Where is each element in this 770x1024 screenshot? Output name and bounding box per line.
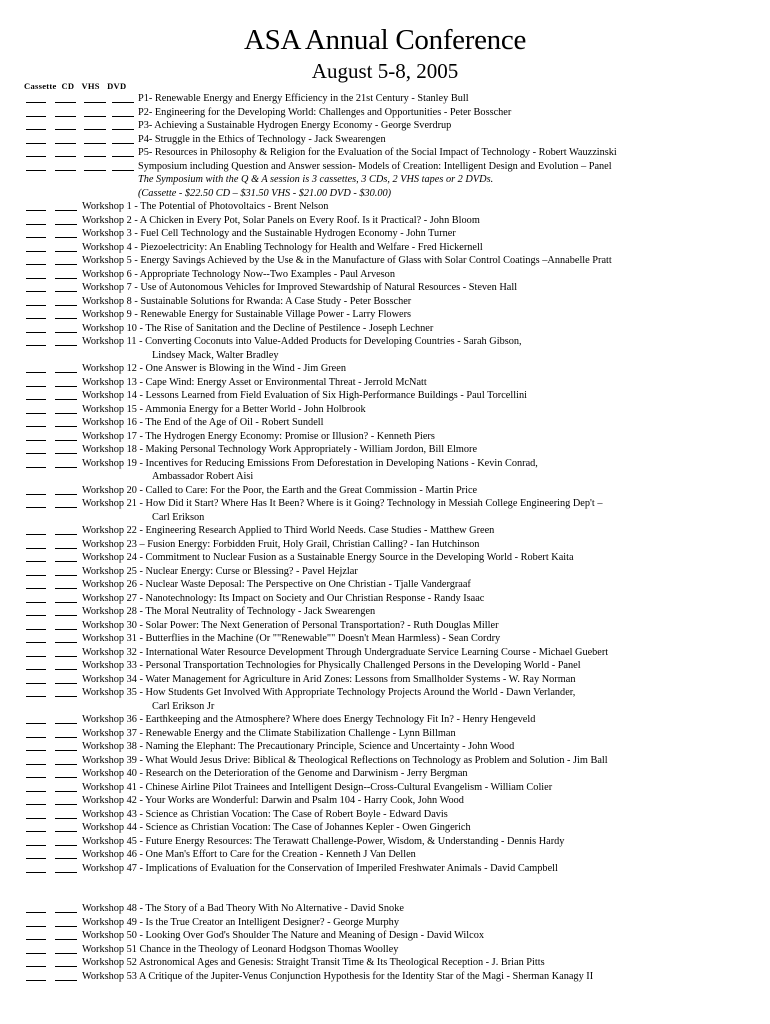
order-quantity-blank[interactable] [26,575,46,576]
session-title: Workshop 19 - Incentives for Reducing Emissions From Deforestation in Developing Nations - Kevin Conrad, [82,457,538,469]
session-title: Workshop 38 - Naming the Elephant: The Precautionary Principle, Science and Uncertainty - John Wood [82,741,515,752]
order-quantity-blank[interactable] [55,696,77,697]
order-quantity-blank[interactable] [112,170,134,171]
order-quantity-blank[interactable] [55,305,77,306]
order-quantity-blank[interactable] [55,561,77,562]
order-row [0,808,770,822]
order-row [0,686,770,700]
order-quantity-blank[interactable] [26,926,46,927]
order-quantity-blank[interactable] [55,251,77,252]
order-quantity-blank[interactable] [55,224,77,225]
session-title: Workshop 48 - The Story of a Bad Theory With No Alternative - David Snoke [82,903,404,914]
order-quantity-blank[interactable] [55,575,77,576]
order-quantity-blank[interactable] [26,966,46,967]
order-quantity-blank[interactable] [84,102,106,103]
order-quantity-blank[interactable] [26,588,46,589]
order-quantity-blank[interactable] [112,156,134,157]
order-quantity-blank[interactable] [26,831,46,832]
order-quantity-blank[interactable] [26,696,46,697]
order-row [0,403,770,417]
order-row [0,187,770,201]
order-quantity-blank[interactable] [26,251,46,252]
order-quantity-blank[interactable] [26,345,46,346]
order-quantity-blank[interactable] [26,872,46,873]
order-quantity-blank[interactable] [55,939,77,940]
order-row [0,335,770,349]
order-quantity-blank[interactable] [26,723,46,724]
order-quantity-blank[interactable] [84,129,106,130]
order-quantity-blank[interactable] [55,953,77,954]
document-subtitle: August 5-8, 2005 [311,59,459,83]
order-row [0,430,770,444]
session-title: Workshop 30 - Solar Power: The Next Generation of Personal Transportation? - Ruth Douglas Miller [82,619,499,631]
order-quantity-blank[interactable] [26,791,46,792]
order-row [0,673,770,687]
order-quantity-blank[interactable] [84,143,106,144]
order-quantity-blank[interactable] [55,534,77,535]
order-row [0,619,770,633]
order-row [0,821,770,835]
order-quantity-blank[interactable] [26,278,46,279]
order-quantity-blank[interactable] [26,156,46,157]
order-quantity-blank[interactable] [26,116,46,117]
session-title: Workshop 28 - The Moral Neutrality of Technology - Jack Swearengen [82,606,376,617]
order-quantity-blank[interactable] [26,170,46,171]
order-quantity-blank[interactable] [55,507,77,508]
order-row [0,106,770,120]
order-quantity-blank[interactable] [55,318,77,319]
order-row [0,956,770,970]
order-quantity-blank[interactable] [112,129,134,130]
order-quantity-blank[interactable] [55,777,77,778]
session-title: Ambassador Robert Aisi [152,471,254,482]
order-row [0,133,770,147]
order-quantity-blank[interactable] [26,494,46,495]
order-quantity-blank[interactable] [55,156,76,157]
order-quantity-blank[interactable] [26,332,46,333]
order-row [0,443,770,457]
format-column-headers: Cassette CD VHS DVD [24,81,127,91]
session-title: Workshop 2 - A Chicken in Every Pot, Solar Panels on Every Roof. Is it Practical? - John Bloom [82,214,480,226]
session-list [0,92,770,983]
order-quantity-blank[interactable] [55,683,77,684]
order-quantity-blank[interactable] [26,683,46,684]
order-row [0,281,770,295]
session-title: Workshop 14 - Lessons Learned from Field Evaluation of Six High-Performance Buildings - Paul Torcellini [82,390,527,401]
session-title: Workshop 46 - One Man's Effort to Care for the Creation - Kenneth J Van Dellen [82,849,416,860]
session-title: Workshop 4 - Piezoelectricity: An Enabling Technology for Health and Welfare - Fred Hickernell [82,241,483,253]
session-title: Workshop 53 A Critique of the Jupiter-Venus Conjunction Hypothesis for the Identity Star of the Magi - Sherman Kanagy II [82,970,594,982]
order-quantity-blank[interactable] [55,332,77,333]
session-title: Workshop 22 - Engineering Research Applied to Third World Needs. Case Studies - Matthew Green [82,525,495,536]
session-title: Workshop 33 - Personal Transportation Technologies for Physically Challenged Persons in the Developing World - Panel [82,660,581,671]
order-quantity-blank[interactable] [26,210,46,211]
order-quantity-blank[interactable] [55,791,77,792]
order-quantity-blank[interactable] [55,804,77,805]
order-quantity-blank[interactable] [55,440,77,441]
session-title: Workshop 16 - The End of the Age of Oil - Robert Sundell [82,417,324,428]
order-quantity-blank[interactable] [26,602,46,603]
order-quantity-blank[interactable] [26,534,46,535]
order-quantity-blank[interactable] [26,656,46,657]
session-title: Workshop 40 - Research on the Deterioration of the Genome and Darwinism - Jerry Bergman [82,768,468,779]
order-row [0,497,770,511]
order-row [0,322,770,336]
order-quantity-blank[interactable] [55,845,77,846]
session-title: Workshop 51 Chance in the Theology of Leonard Hodgson Thomas Woolley [82,943,399,955]
order-row [0,929,770,943]
order-quantity-blank[interactable] [55,872,77,873]
session-title: Workshop 47 - Implications of Evaluation for the Conservation of Imperiled Freshwater Animals - David Campbell [82,862,558,874]
order-quantity-blank[interactable] [26,440,46,441]
order-quantity-blank[interactable] [55,980,77,981]
order-row [0,349,770,363]
order-quantity-blank[interactable] [26,386,46,387]
order-row [0,848,770,862]
session-title: Workshop 27 - Nanotechnology: Its Impact on Society and Our Christian Response - Randy Isaac [82,592,485,604]
order-quantity-blank[interactable] [26,453,46,454]
session-title: Workshop 26 - Nuclear Waste Deposal: The Perspective on One Christian - Tjalle Vandergraaf [82,579,471,590]
session-title: Workshop 35 - How Students Get Involved With Appropriate Technology Projects Around the World - Dawn Verlander, [82,687,576,698]
order-quantity-blank[interactable] [26,737,46,738]
session-title: Workshop 31 - Butterflies in the Machine (Or ""Renewable"" Doesn't Mean Harmless) - Sean Cordry [82,633,501,644]
order-quantity-blank[interactable] [84,156,106,157]
order-quantity-blank[interactable] [26,939,46,940]
session-title: Workshop 9 - Renewable Energy for Sustainable Village Power - Larry Flowers [82,309,412,320]
order-row [0,146,770,160]
order-row [0,970,770,984]
session-title: Workshop 11 - Converting Coconuts into Value-Added Products for Developing Countries - Sarah Gibson, [82,336,522,347]
session-title: Workshop 45 - Future Energy Resources: The Terawatt Challenge-Power, Wisdom, & Understanding - Dennis Hardy [82,835,565,847]
order-quantity-blank[interactable] [26,750,46,751]
session-title: Workshop 25 - Nuclear Energy: Curse or Blessing? - Pavel Hejzlar [82,565,358,577]
session-title: Workshop 43 - Science as Christian Vocation: The Case of Robert Boyle - Edward Davis [82,808,448,820]
session-title: Workshop 12 - One Answer is Blowing in the Wind - Jim Green [82,363,346,374]
session-title: Workshop 5 - Energy Savings Achieved by the Use & in the Manufacture of Glass with Solar Control Coatings –Annabelle Pratt [82,255,612,266]
order-row [0,659,770,673]
order-quantity-blank[interactable] [26,777,46,778]
order-quantity-blank[interactable] [55,656,77,657]
order-quantity-blank[interactable] [26,305,46,306]
session-title: P3- Achieving a Sustainable Hydrogen Energy Economy - George Sverdrup [138,120,452,131]
order-quantity-blank[interactable] [26,845,46,846]
session-title: Workshop 6 - Appropriate Technology Now--Two Examples - Paul Arveson [82,268,395,280]
order-quantity-blank[interactable] [26,264,46,265]
order-quantity-blank[interactable] [55,386,77,387]
order-row [0,268,770,282]
order-quantity-blank[interactable] [55,737,77,738]
order-row [0,713,770,727]
order-row [0,902,770,916]
order-row [0,376,770,390]
order-quantity-blank[interactable] [55,723,77,724]
document-title: ASA Annual Conference [243,24,527,56]
order-quantity-blank[interactable] [26,399,46,400]
session-title: Workshop 3 - Fuel Cell Technology and the Sustainable Hydrogen Economy - John Turner [82,228,456,239]
order-row [0,173,770,187]
session-title: Workshop 17 - The Hydrogen Energy Economy: Promise or Illusion? - Kenneth Piers [82,430,435,442]
session-title: Workshop 10 - The Rise of Sanitation and the Decline of Pestilence - Joseph Lechner [82,322,434,334]
order-quantity-blank[interactable] [26,413,46,414]
order-quantity-blank[interactable] [55,858,77,859]
order-quantity-blank[interactable] [55,750,77,751]
session-title: Workshop 36 - Earthkeeping and the Atmosphere? Where does Energy Technology Fit In? - Henry Hengeveld [82,714,536,725]
session-title: Workshop 8 - Sustainable Solutions for Rwanda: A Case Study - Peter Bosscher [82,295,412,307]
order-quantity-blank[interactable] [55,629,77,630]
order-row [0,308,770,322]
order-quantity-blank[interactable] [26,143,46,144]
order-row [0,227,770,241]
session-title: Workshop 1 - The Potential of Photovoltaics - Brent Nelson [82,201,329,212]
order-quantity-blank[interactable] [55,264,77,265]
order-row [0,646,770,660]
order-quantity-blank[interactable] [55,345,77,346]
session-title: Workshop 34 - Water Management for Agriculture in Arid Zones: Lessons from Smallholder Systems - W. Ray Norman [82,673,576,685]
order-row [0,794,770,808]
section-spacer [0,875,770,902]
order-quantity-blank[interactable] [55,210,77,211]
order-quantity-blank[interactable] [55,602,77,603]
session-title: P5- Resources in Philosophy & Religion for the Evaluation of the Social Impact of Technology - Robert Wauzzinski [138,147,617,158]
order-quantity-blank[interactable] [55,291,77,292]
order-row [0,740,770,754]
order-quantity-blank[interactable] [84,116,106,117]
session-title: Workshop 20 - Called to Care: For the Poor, the Earth and the Great Commission - Martin Price [82,484,478,496]
order-quantity-blank[interactable] [26,818,46,819]
order-quantity-blank[interactable] [55,426,77,427]
session-title: Workshop 39 - What Would Jesus Drive: Biblical & Theological Reflections on Technology as Problem and Solution - Jim Ball [82,754,608,766]
order-row [0,92,770,106]
order-quantity-blank[interactable] [55,372,77,373]
session-title: Workshop 18 - Making Personal Technology Work Appropriately - William Jordon, Bill Elmore [82,444,478,455]
order-row [0,551,770,565]
pricing-note: (Cassette - $22.50 CD – $31.50 VHS - $21.00 DVD - $30.00) [138,187,392,199]
order-quantity-blank[interactable] [26,804,46,805]
session-title: Workshop 23 – Fusion Energy: Forbidden Fruit, Holy Grail, Christian Calling? - Ian Hutchinson [82,538,480,550]
order-row [0,943,770,957]
order-quantity-blank[interactable] [55,912,77,913]
order-row [0,592,770,606]
session-title: Workshop 24 - Commitment to Nuclear Fusion as a Sustainable Energy Source in the Developing World - Robert Kaita [82,552,574,563]
session-title: Lindsey Mack, Walter Bradley [152,349,279,361]
order-row [0,605,770,619]
order-row [0,632,770,646]
order-quantity-blank[interactable] [55,831,77,832]
order-row [0,727,770,741]
order-quantity-blank[interactable] [26,467,46,468]
order-row [0,916,770,930]
order-quantity-blank[interactable] [26,642,46,643]
order-row [0,484,770,498]
order-row [0,254,770,268]
order-quantity-blank[interactable] [55,143,76,144]
order-quantity-blank[interactable] [55,818,77,819]
session-title: Workshop 42 - Your Works are Wonderful: Darwin and Psalm 104 - Harry Cook, John Wood [82,795,464,806]
order-quantity-blank[interactable] [55,102,76,103]
order-quantity-blank[interactable] [26,669,46,670]
session-title: Workshop 52 Astronomical Ages and Genesis: Straight Transit Time & Its Theological Reception - J. Brian Pitts [82,957,545,968]
order-quantity-blank[interactable] [26,764,46,765]
order-row [0,754,770,768]
order-quantity-blank[interactable] [26,291,46,292]
order-row [0,119,770,133]
session-title: Symposium including Question and Answer session- Models of Creation: Intelligent Design and Evolution – Panel [138,160,612,172]
order-quantity-blank[interactable] [55,453,77,454]
order-row [0,241,770,255]
order-quantity-blank[interactable] [55,116,76,117]
order-quantity-blank[interactable] [26,912,46,913]
order-quantity-blank[interactable] [55,278,77,279]
order-quantity-blank[interactable] [55,467,77,468]
order-row [0,295,770,309]
order-row [0,160,770,174]
order-quantity-blank[interactable] [55,588,77,589]
order-quantity-blank[interactable] [55,494,77,495]
order-row [0,457,770,471]
order-quantity-blank[interactable] [112,116,134,117]
session-title: P4- Struggle in the Ethics of Technology - Jack Swearengen [138,133,386,145]
order-quantity-blank[interactable] [55,170,76,171]
order-row [0,511,770,525]
order-quantity-blank[interactable] [55,615,77,616]
order-quantity-blank[interactable] [26,237,46,238]
order-quantity-blank[interactable] [84,170,106,171]
order-quantity-blank[interactable] [55,548,77,549]
session-title: Workshop 15 - Ammonia Energy for a Better World - John Holbrook [82,403,366,415]
session-title: P2- Engineering for the Developing World: Challenges and Opportunities - Peter Bosscher [138,106,512,118]
order-quantity-blank[interactable] [55,237,77,238]
order-quantity-blank[interactable] [26,372,46,373]
order-row [0,538,770,552]
order-row [0,200,770,214]
order-row [0,565,770,579]
session-title: Workshop 13 - Cape Wind: Energy Asset or Environmental Threat - Jerrold McNatt [82,376,427,388]
order-row [0,862,770,876]
pricing-note: The Symposium with the Q & A session is 3 cassettes, 3 CDs, 2 VHS tapes or 2 DVDs. [138,174,494,185]
session-title: Workshop 44 - Science as Christian Vocation: The Case of Johannes Kepler - Owen Gingerich [82,822,471,833]
session-title: Workshop 41 - Chinese Airline Pilot Trainees and Intelligent Design--Cross-Cultural Evangelism - William Colier [82,781,553,793]
session-title: P1- Renewable Energy and Energy Efficiency in the 21st Century - Stanley Bull [138,93,469,104]
order-quantity-blank[interactable] [112,143,134,144]
order-quantity-blank[interactable] [26,102,46,103]
order-quantity-blank[interactable] [55,764,77,765]
order-quantity-blank[interactable] [26,858,46,859]
session-title: Carl Erikson [152,511,205,523]
order-row [0,416,770,430]
session-title: Workshop 37 - Renewable Energy and the Climate Stabilization Challenge - Lynn Billman [82,727,456,739]
order-quantity-blank[interactable] [55,669,77,670]
order-row [0,835,770,849]
order-quantity-blank[interactable] [26,318,46,319]
order-row [0,470,770,484]
order-quantity-blank[interactable] [55,129,76,130]
session-title: Workshop 7 - Use of Autonomous Vehicles for Improved Stewardship of Natural Resources - Steven Hall [82,282,518,293]
session-title: Workshop 21 - How Did it Start? Where Has It Been? Where is it Going? Technology in Messiah College Engineering Dep't – [82,498,603,509]
order-quantity-blank[interactable] [26,507,46,508]
order-quantity-blank[interactable] [55,966,77,967]
order-quantity-blank[interactable] [55,413,77,414]
order-quantity-blank[interactable] [55,642,77,643]
order-quantity-blank[interactable] [112,102,134,103]
order-row [0,524,770,538]
order-quantity-blank[interactable] [26,548,46,549]
order-row [0,700,770,714]
session-title: Workshop 50 - Looking Over God's Shoulder The Nature and Meaning of Design - David Wilcox [82,930,485,941]
order-quantity-blank[interactable] [26,615,46,616]
order-quantity-blank[interactable] [26,629,46,630]
order-row [0,578,770,592]
order-row [0,389,770,403]
order-quantity-blank[interactable] [55,926,77,927]
order-row [0,781,770,795]
order-row [0,214,770,228]
order-quantity-blank[interactable] [26,561,46,562]
order-quantity-blank[interactable] [26,426,46,427]
order-quantity-blank[interactable] [26,953,46,954]
order-quantity-blank[interactable] [26,224,46,225]
session-title: Workshop 49 - Is the True Creator an Intelligent Designer? - George Murphy [82,916,399,928]
order-row [0,767,770,781]
order-quantity-blank[interactable] [55,399,77,400]
session-title: Carl Erikson Jr [152,700,215,712]
session-title: Workshop 32 - International Water Resource Development Through Undergraduate Service Learning Course - Michael Guebert [82,646,609,658]
order-row [0,362,770,376]
order-quantity-blank[interactable] [26,980,46,981]
order-quantity-blank[interactable] [26,129,46,130]
